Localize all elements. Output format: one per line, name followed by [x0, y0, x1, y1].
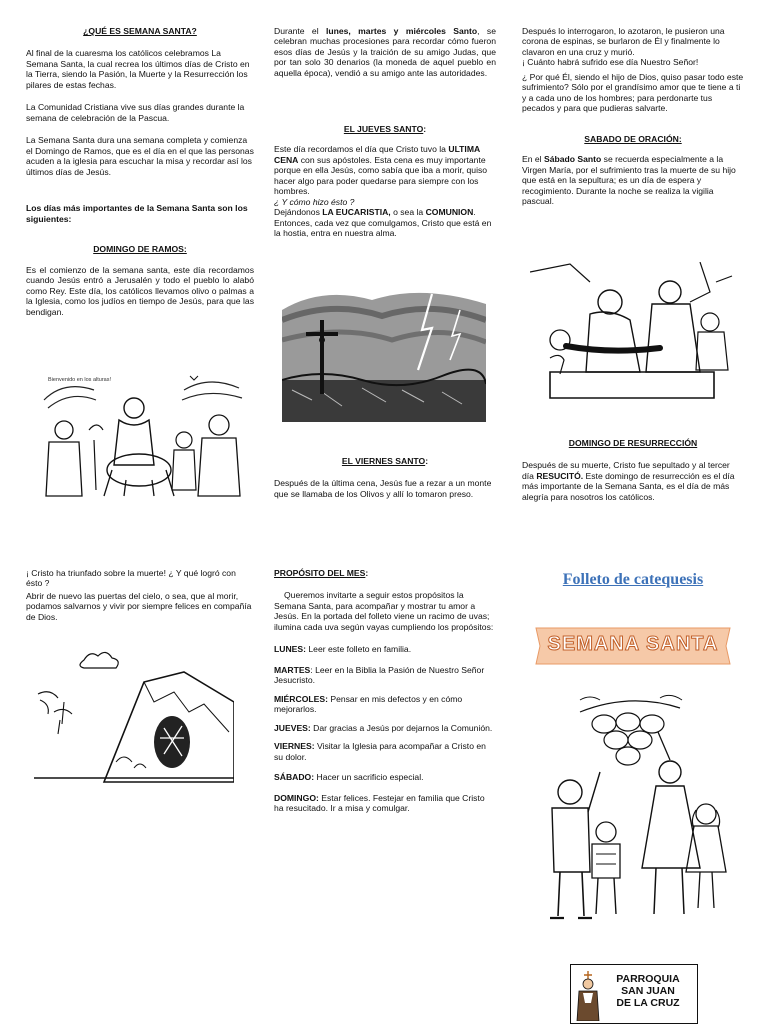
column-1-bottom	[26, 568, 254, 628]
proposito-item-sabado: SÁBADO: Hacer un sacrificio especial.	[274, 772, 424, 783]
paragraph-como-hizo: ¿ Y cómo hizo ésto ?	[274, 196, 355, 207]
saint-icon	[575, 969, 601, 1021]
column-2-top	[274, 26, 496, 84]
heading-sabado-de-oracion: SABADO DE ORACIÓN:	[584, 133, 682, 144]
column-2-viernes	[274, 456, 496, 505]
parish-line-2: SAN JUAN	[621, 985, 675, 998]
empty-tomb-illustration	[34, 642, 234, 786]
heading-domingo-de-ramos: DOMINGO DE RAMOS:	[93, 244, 187, 255]
proposito-item-jueves: JUEVES: Dar gracias a Jesús por dejarnos la Comunión.	[274, 722, 493, 733]
paragraph-por-que: ¿ Por qué Él, siendo el hijo de Dios, quiso pasar todo este sufrimiento? Sólo por el grandísimo amor que te tiene a ti y a cada uno de los hombres; para perdonarte tus pecados y para que pudieras salvarte.	[522, 71, 744, 114]
column-2-proposito	[274, 568, 496, 822]
proposito-item-martes: MARTES: Leer en la Biblia la Pasión de Nuestro Señor Jesucristo.	[274, 664, 485, 686]
proposito-item-domingo: DOMINGO: Estar felices. Festejar en familia que Cristo ha resucitado. Ir a misa y comulgar.	[274, 792, 485, 814]
paragraph-jueves: Este día recordamos el día que Cristo tuvo la ULTIMA CENA con sus apóstoles. Esta cena es muy importante porque en ella Jesús, como sabía que iba a morir, quiso hacer algo para poder quedarse para siempre con los hombres.	[274, 144, 488, 197]
banner-text: SEMANA SANTA	[547, 633, 719, 655]
folleto-title: Folleto de catequesis	[562, 571, 704, 588]
paragraph-abrir-puertas: Abrir de nuevo las puertas del cielo, o sea, que al morir, podamos salvarnos y vivir por siempre felices en compañía de Dios.	[26, 590, 252, 622]
parish-logo	[570, 964, 698, 1024]
paragraph-cuanto-sufrido: ¡ Cuánto habrá sufrido ese día Nuestro Señor!	[522, 57, 699, 68]
heading-jueves-santo: EL JUEVES SANTO:	[343, 124, 427, 134]
paragraph-duracion: La Semana Santa dura una semana completa y comienza el Domingo de Ramos, que es el día en el que las personas acuden a la iglesia para escuchar la misa y recordar así los últimos días de Jesús.	[26, 135, 254, 177]
heading-proposito-del-mes: PROPÓSITO DEL MES:	[274, 568, 369, 578]
crucifix-storm-illustration	[282, 280, 486, 422]
paragraph-cristo-triunfado: ¡ Cristo ha triunfado sobre la muerte! ¿ Y qué logró con ésto ?	[26, 568, 236, 589]
paragraph-intro: Al final de la cuaresma los católicos celebramos La Semana Santa, la cual recrea los últimos días de Cristo en la Tierra, siendo la Pasión, la Muerte y la Resurrección los pilares de estas fechas.	[26, 48, 250, 90]
paragraph-comunidad: La Comunidad Cristiana vive sus días grandes durante la semana de celebración de la Pascua.	[26, 102, 245, 123]
paragraph-interrogaron: Después lo interrogaron, lo azotaron, le pusieron una corona de espinas, se burlaron de Él y finalmente lo clavaron en una cruz y murió.	[522, 26, 725, 57]
paragraph-proposito: Queremos invitarte a seguir estos propósitos la Semana Santa, para acompañar y mostrar tu amor a Jesús. En la portada del folleto viene un racimo de uvas; ilumina cada uva según vayas cumpliendo los propósitos:	[274, 590, 494, 632]
proposito-item-miercoles: MIÉRCOLES: Pensar en mis defectos y en cómo mejorarlos.	[274, 693, 463, 715]
parish-line-1: PARROQUIA	[616, 973, 680, 985]
parish-name	[601, 973, 695, 1009]
cover-title-block	[522, 570, 744, 590]
column-2-jueves	[274, 124, 496, 245]
ramos-caption: Bienvenido en los alturas!	[48, 377, 111, 383]
heading-viernes-santo: EL VIERNES SANTO:	[341, 456, 429, 466]
heading-domingo-de-resurreccion: DOMINGO DE RESURRECCIÓN	[568, 438, 698, 448]
proposito-item-viernes: VIERNES: Visitar la Iglesia para acompañar a Cristo en su dolor.	[274, 741, 486, 762]
column-3-resurreccion	[522, 438, 744, 508]
paragraph-lunes-martes-miercoles: Durante el lunes, martes y miércoles Santo, se celebran muchas procesiones para recordar cómo fueron esos días de Jesús y la traición de su amigo Judas, que por tan solo 30 denarios (la moneda de aquel pueblo en aquella época), vendió a su amigo ante las autoridades.	[274, 26, 496, 78]
column-1-top	[26, 26, 254, 323]
ramos-illustration	[34, 370, 246, 498]
parish-line-3: DE LA CRUZ	[616, 997, 680, 1010]
family-grapes-illustration	[540, 692, 730, 926]
paragraph-domingo-ramos: Es el comienzo de la semana santa, este día recordamos cuando Jesús entró a Jerusalén y todo el pueblo lo alabó como Rey. Este día, los católicos llevamos olivo o palmas a la Iglesia, como los judíos en tiempo de Jesús, para que las bendigan.	[26, 264, 254, 317]
paragraph-dias-importantes: Los días más importantes de la Semana Santa son los siguientes:	[26, 203, 248, 224]
proposito-list	[274, 644, 496, 813]
proposito-item-lunes: LUNES: Leer este folleto en familia.	[274, 644, 412, 655]
paragraph-resurreccion: Después de su muerte, Cristo fue sepultado y al tercer día RESUCITÓ. Este domingo de resurrección es el día más importante de la Semana Santa, es el día de más alegría para nosotros los católicos.	[522, 460, 735, 502]
heading-que-es-semana-santa: ¿QUÉ ES SEMANA SANTA?	[83, 26, 197, 36]
paragraph-sabado: En el Sábado Santo se recuerda especialmente a la Virgen María, por el sufrimiento tras la muerte de su hijo que está en la sepultura; es un día de espera y recogimiento. Durante la noche se realiza la vigilia pascual.	[522, 154, 736, 207]
semana-santa-banner	[530, 624, 736, 668]
pieta-illustration	[530, 262, 734, 400]
column-3-top	[522, 26, 744, 213]
paragraph-viernes: Después de la última cena, Jesús fue a rezar a un monte que se llamaba de los Olivos y allí lo tomaron preso.	[274, 478, 492, 499]
paragraph-eucaristia: Dejándonos LA EUCARISTIA, o sea la COMUNION. Entonces, cada vez que comulgamos, Cristo que está en la hostia, entra en nuestra alma.	[274, 207, 492, 239]
